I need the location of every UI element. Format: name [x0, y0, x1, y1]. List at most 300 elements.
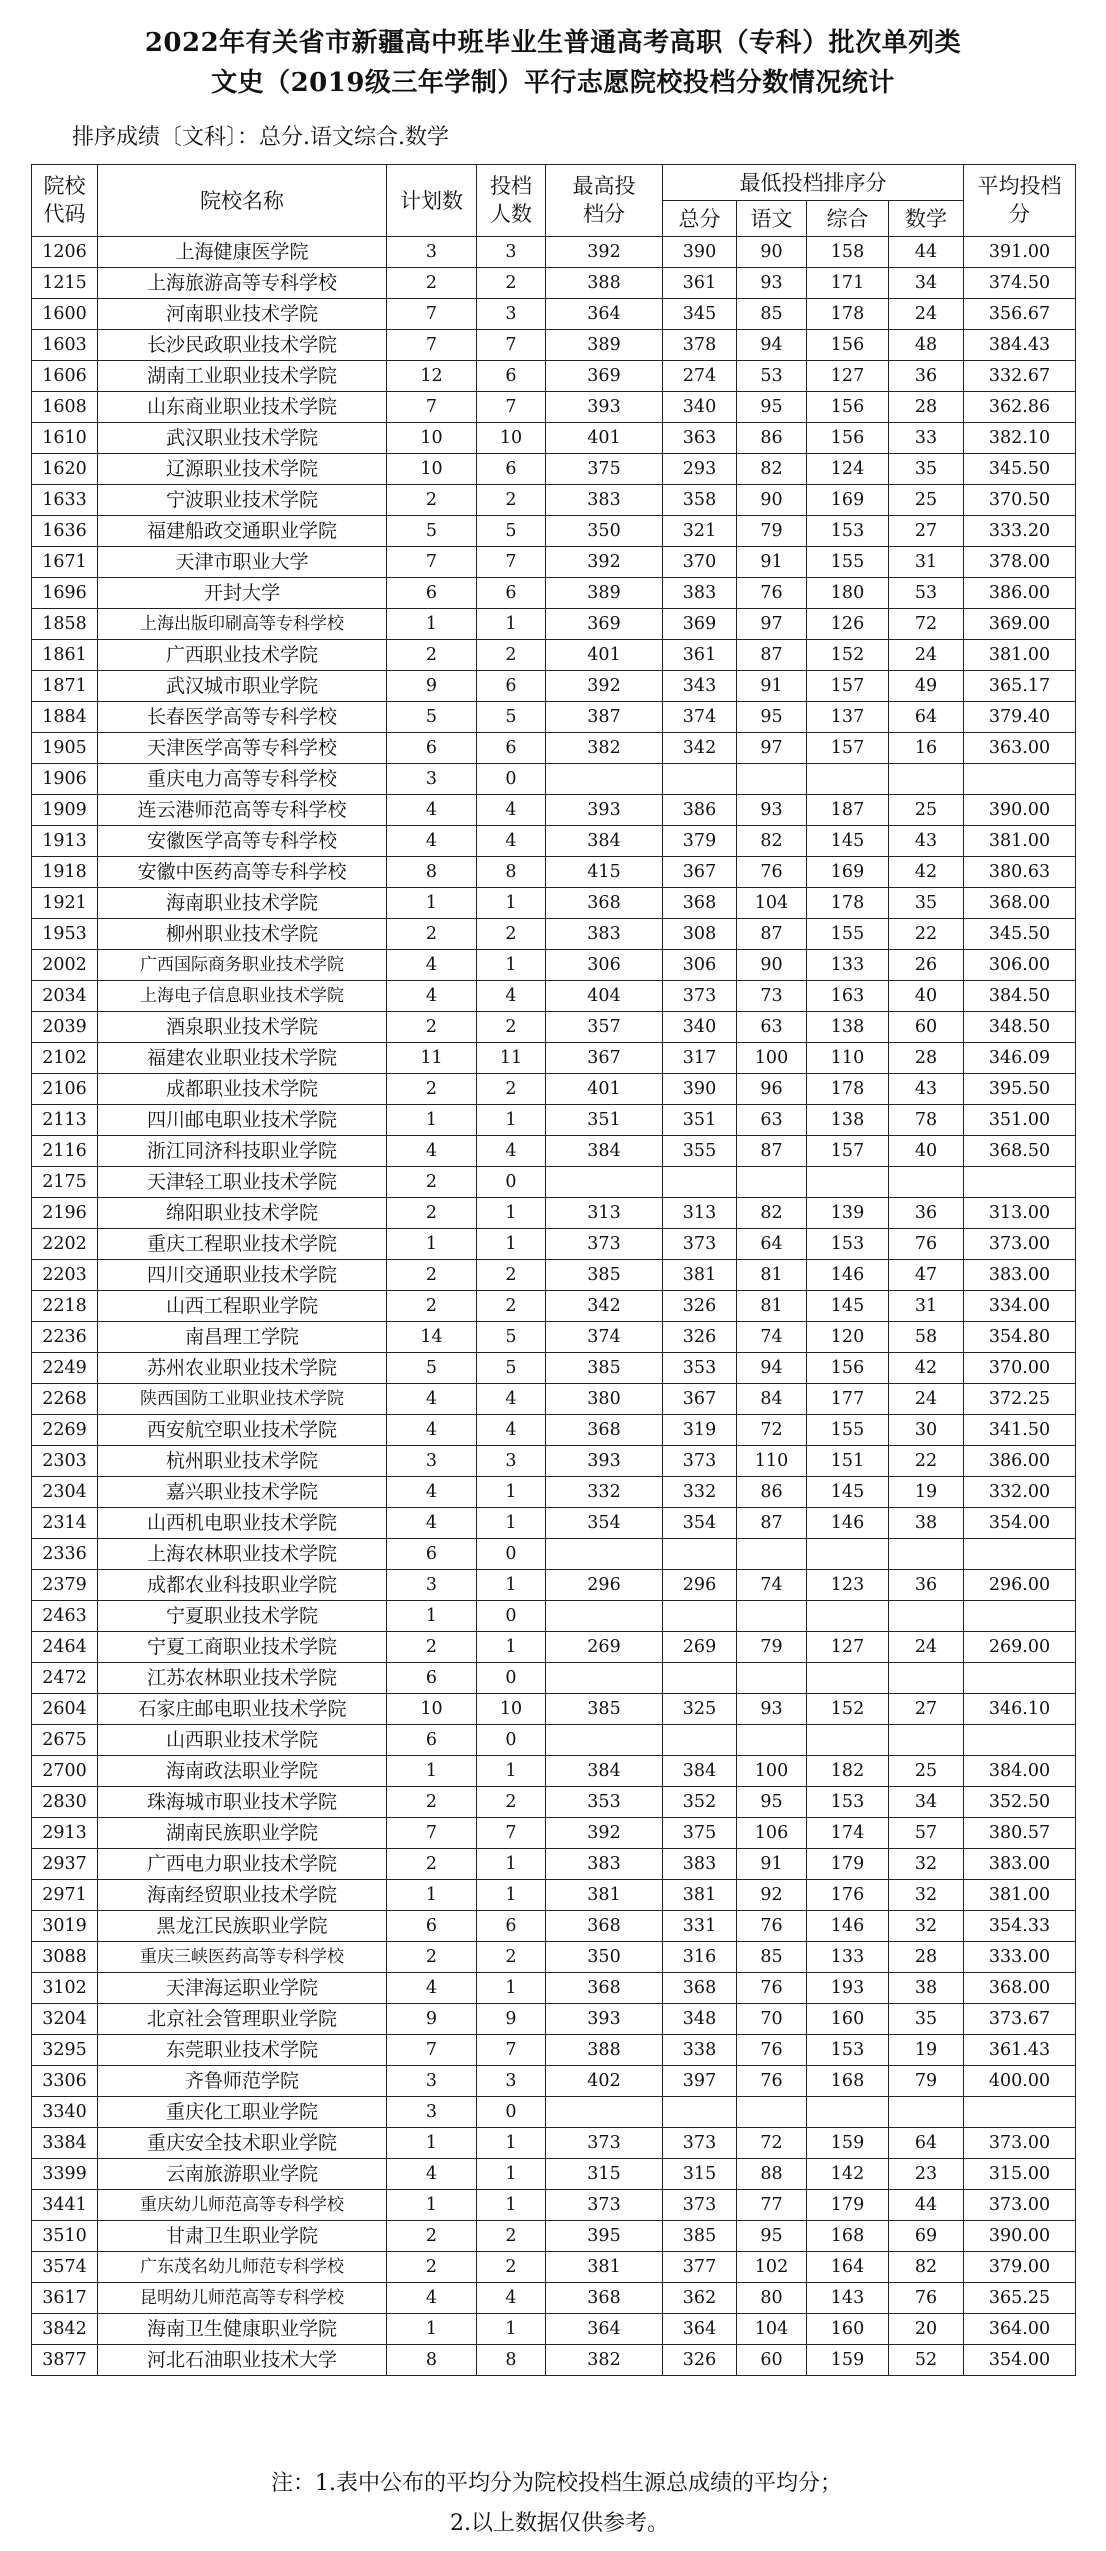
cell-school-name: 云南旅游职业学院: [98, 2159, 387, 2190]
cell-min-chinese: 76: [737, 1911, 807, 1942]
cell-max-score: 402: [546, 2066, 663, 2097]
cell-max-score: 368: [546, 1415, 663, 1446]
cell-plan-count: 2: [387, 1787, 477, 1818]
cell-min-total: 315: [663, 2159, 737, 2190]
table-row: [32, 733, 1076, 764]
cell-avg-score: 345.50: [964, 919, 1076, 950]
cell-avg-score: 373.00: [964, 2190, 1076, 2221]
cell-admitted-count: 2: [477, 2252, 546, 2283]
cell-max-score: 368: [546, 1973, 663, 2004]
cell-school-code: 2463: [32, 1601, 98, 1632]
cell-school-name: 长春医学高等专科学校: [98, 702, 387, 733]
cell-admitted-count: 3: [477, 2066, 546, 2097]
cell-max-score: 384: [546, 1136, 663, 1167]
cell-min-total: 373: [663, 2190, 737, 2221]
table-row: [32, 1074, 1076, 1105]
cell-min-comprehensive: [807, 1167, 889, 1198]
cell-admitted-count: 1: [477, 1105, 546, 1136]
cell-school-name: 长沙民政职业技术学院: [98, 330, 387, 361]
table-row: [32, 1415, 1076, 1446]
cell-admitted-count: 10: [477, 1694, 546, 1725]
cell-min-math: 33: [889, 423, 964, 454]
cell-min-chinese: 85: [737, 299, 807, 330]
cell-min-chinese: 104: [737, 888, 807, 919]
cell-school-name: 安徽医学高等专科学校: [98, 826, 387, 857]
table-row: [32, 1291, 1076, 1322]
cell-min-math: [889, 1725, 964, 1756]
cell-school-name: 山西机电职业技术学院: [98, 1508, 387, 1539]
cell-school-name: 齐鲁师范学院: [98, 2066, 387, 2097]
cell-avg-score: 384.50: [964, 981, 1076, 1012]
cell-avg-score: 334.00: [964, 1291, 1076, 1322]
cell-min-comprehensive: 146: [807, 1911, 889, 1942]
cell-min-total: 384: [663, 1756, 737, 1787]
cell-avg-score: 354.80: [964, 1322, 1076, 1353]
cell-plan-count: 4: [387, 1384, 477, 1415]
cell-min-total: 367: [663, 857, 737, 888]
cell-school-code: 2303: [32, 1446, 98, 1477]
cell-avg-score: 391.00: [964, 237, 1076, 268]
cell-school-code: 3102: [32, 1973, 98, 2004]
cell-min-comprehensive: 152: [807, 640, 889, 671]
cell-plan-count: 10: [387, 454, 477, 485]
cell-admitted-count: 1: [477, 888, 546, 919]
cell-min-chinese: 92: [737, 1880, 807, 1911]
cell-max-score: 388: [546, 268, 663, 299]
cell-plan-count: 6: [387, 1539, 477, 1570]
cell-admitted-count: 1: [477, 609, 546, 640]
cell-max-score: 368: [546, 888, 663, 919]
table-row: [32, 2221, 1076, 2252]
cell-min-math: 31: [889, 547, 964, 578]
cell-school-name: 武汉职业技术学院: [98, 423, 387, 454]
cell-school-name: 苏州农业职业技术学院: [98, 1353, 387, 1384]
cell-school-code: 1921: [32, 888, 98, 919]
page-title-line1: 2022年有关省市新疆高中班毕业生普通高考高职（专科）批次单列类: [144, 28, 962, 58]
cell-school-name: 重庆安全技术职业学院: [98, 2128, 387, 2159]
cell-min-math: 38: [889, 1508, 964, 1539]
cell-school-name: 福建船政交通职业学院: [98, 516, 387, 547]
cell-min-total: [663, 1601, 737, 1632]
cell-min-chinese: 72: [737, 2128, 807, 2159]
cell-school-name: 海南卫生健康职业学院: [98, 2314, 387, 2345]
cell-min-total: 377: [663, 2252, 737, 2283]
cell-school-code: 3306: [32, 2066, 98, 2097]
cell-max-score: 373: [546, 2128, 663, 2159]
cell-min-math: 40: [889, 981, 964, 1012]
cell-min-chinese: 84: [737, 1384, 807, 1415]
cell-min-math: 27: [889, 516, 964, 547]
cell-min-chinese: 93: [737, 795, 807, 826]
cell-plan-count: 7: [387, 547, 477, 578]
cell-avg-score: 378.00: [964, 547, 1076, 578]
cell-plan-count: 1: [387, 609, 477, 640]
cell-school-code: 1906: [32, 764, 98, 795]
cell-school-name: 成都农业科技职业学院: [98, 1570, 387, 1601]
cell-plan-count: 2: [387, 919, 477, 950]
table-row: [32, 547, 1076, 578]
cell-plan-count: 4: [387, 1973, 477, 2004]
cell-admitted-count: 8: [477, 857, 546, 888]
cell-school-code: 2304: [32, 1477, 98, 1508]
cell-school-code: 2336: [32, 1539, 98, 1570]
cell-max-score: 382: [546, 733, 663, 764]
cell-min-math: 64: [889, 2128, 964, 2159]
cell-min-math: 30: [889, 1415, 964, 1446]
cell-min-comprehensive: 182: [807, 1756, 889, 1787]
cell-school-code: 3510: [32, 2221, 98, 2252]
cell-admitted-count: 1: [477, 2190, 546, 2221]
cell-min-total: 319: [663, 1415, 737, 1446]
cell-min-total: 361: [663, 640, 737, 671]
table-row: [32, 2283, 1076, 2314]
cell-min-comprehensive: 180: [807, 578, 889, 609]
cell-min-comprehensive: 163: [807, 981, 889, 1012]
cell-min-total: 358: [663, 485, 737, 516]
cell-admitted-count: 0: [477, 1539, 546, 1570]
table-row: [32, 1229, 1076, 1260]
cell-avg-score: 373.00: [964, 1229, 1076, 1260]
cell-max-score: [546, 1725, 663, 1756]
cell-min-total: 370: [663, 547, 737, 578]
cell-school-name: 重庆三峡医药高等专科学校: [98, 1942, 387, 1973]
cell-min-comprehensive: [807, 1725, 889, 1756]
cell-min-chinese: 91: [737, 1849, 807, 1880]
cell-avg-score: 352.50: [964, 1787, 1076, 1818]
cell-school-name: 四川交通职业技术学院: [98, 1260, 387, 1291]
table-row: [32, 1477, 1076, 1508]
cell-school-name: 宁夏工商职业技术学院: [98, 1632, 387, 1663]
table-row: [32, 2314, 1076, 2345]
cell-avg-score: 382.10: [964, 423, 1076, 454]
cell-admitted-count: 2: [477, 640, 546, 671]
cell-admitted-count: 2: [477, 1260, 546, 1291]
cell-avg-score: 348.50: [964, 1012, 1076, 1043]
cell-min-chinese: [737, 1539, 807, 1570]
cell-min-total: [663, 1167, 737, 1198]
cell-min-comprehensive: 156: [807, 330, 889, 361]
cell-min-total: 353: [663, 1353, 737, 1384]
table-row: [32, 1601, 1076, 1632]
cell-school-code: 2196: [32, 1198, 98, 1229]
cell-school-name: 山东商业职业技术学院: [98, 392, 387, 423]
cell-max-score: 385: [546, 1694, 663, 1725]
cell-min-chinese: 79: [737, 1632, 807, 1663]
table-row: [32, 919, 1076, 950]
cell-admitted-count: 0: [477, 764, 546, 795]
cell-min-comprehensive: 156: [807, 392, 889, 423]
cell-min-math: 76: [889, 2283, 964, 2314]
cell-max-score: 393: [546, 2004, 663, 2035]
cell-min-comprehensive: 169: [807, 485, 889, 516]
cell-plan-count: 2: [387, 1291, 477, 1322]
cell-school-name: 西安航空职业技术学院: [98, 1415, 387, 1446]
cell-school-code: 3617: [32, 2283, 98, 2314]
cell-admitted-count: 4: [477, 1415, 546, 1446]
cell-admitted-count: 1: [477, 1508, 546, 1539]
cell-plan-count: 4: [387, 2159, 477, 2190]
cell-min-chinese: 82: [737, 454, 807, 485]
cell-school-code: 3088: [32, 1942, 98, 1973]
cell-min-math: 34: [889, 268, 964, 299]
cell-school-code: 1905: [32, 733, 98, 764]
cell-school-name: 福建农业职业技术学院: [98, 1043, 387, 1074]
cell-admitted-count: 2: [477, 485, 546, 516]
table-row: [32, 516, 1076, 547]
cell-max-score: 401: [546, 1074, 663, 1105]
cell-max-score: 404: [546, 981, 663, 1012]
cell-min-comprehensive: 142: [807, 2159, 889, 2190]
header-math: 数学: [889, 201, 964, 237]
cell-avg-score: 390.00: [964, 2221, 1076, 2252]
cell-max-score: 401: [546, 423, 663, 454]
cell-school-code: 2102: [32, 1043, 98, 1074]
cell-min-math: 47: [889, 1260, 964, 1291]
cell-admitted-count: 1: [477, 1477, 546, 1508]
cell-avg-score: 384.00: [964, 1756, 1076, 1787]
cell-plan-count: 1: [387, 1229, 477, 1260]
table-row: [32, 578, 1076, 609]
cell-school-name: 海南经贸职业技术学院: [98, 1880, 387, 1911]
cell-school-code: 2039: [32, 1012, 98, 1043]
header-avg-score: [964, 165, 1076, 237]
cell-min-chinese: 76: [737, 578, 807, 609]
cell-school-code: 1606: [32, 361, 98, 392]
cell-min-total: [663, 764, 737, 795]
cell-min-total: 375: [663, 1818, 737, 1849]
cell-min-chinese: 93: [737, 268, 807, 299]
cell-min-math: [889, 1167, 964, 1198]
table-row: [32, 1105, 1076, 1136]
cell-min-comprehensive: 157: [807, 671, 889, 702]
cell-min-chinese: 102: [737, 2252, 807, 2283]
cell-plan-count: 2: [387, 2252, 477, 2283]
cell-plan-count: 7: [387, 1818, 477, 1849]
cell-min-math: 24: [889, 1632, 964, 1663]
cell-min-math: 28: [889, 1043, 964, 1074]
cell-school-code: 1918: [32, 857, 98, 888]
cell-school-name: 嘉兴职业技术学院: [98, 1477, 387, 1508]
cell-school-code: 2034: [32, 981, 98, 1012]
cell-min-comprehensive: 153: [807, 1229, 889, 1260]
cell-min-comprehensive: 153: [807, 516, 889, 547]
cell-school-code: 2379: [32, 1570, 98, 1601]
cell-max-score: [546, 764, 663, 795]
cell-school-name: 天津医学高等专科学校: [98, 733, 387, 764]
cell-school-name: 宁夏职业技术学院: [98, 1601, 387, 1632]
cell-admitted-count: 0: [477, 1167, 546, 1198]
cell-school-name: 武汉城市职业学院: [98, 671, 387, 702]
table-row: [32, 764, 1076, 795]
cell-admitted-count: 2: [477, 1291, 546, 1322]
cell-min-chinese: 110: [737, 1446, 807, 1477]
cell-min-chinese: 86: [737, 423, 807, 454]
cell-min-comprehensive: [807, 764, 889, 795]
cell-max-score: 369: [546, 361, 663, 392]
cell-min-comprehensive: 155: [807, 547, 889, 578]
cell-avg-score: 370.50: [964, 485, 1076, 516]
cell-min-comprehensive: 160: [807, 2314, 889, 2345]
cell-avg-score: 400.00: [964, 2066, 1076, 2097]
cell-max-score: 369: [546, 609, 663, 640]
cell-min-total: 397: [663, 2066, 737, 2097]
cell-admitted-count: 1: [477, 1756, 546, 1787]
cell-admitted-count: 3: [477, 237, 546, 268]
table-row: [32, 1880, 1076, 1911]
cell-avg-score: 386.00: [964, 1446, 1076, 1477]
table-row: [32, 2345, 1076, 2376]
cell-min-chinese: 90: [737, 237, 807, 268]
cell-school-name: 甘肃卫生职业学院: [98, 2221, 387, 2252]
cell-min-comprehensive: 138: [807, 1012, 889, 1043]
cell-avg-score: [964, 2097, 1076, 2128]
cell-avg-score: 354.33: [964, 1911, 1076, 1942]
cell-admitted-count: 7: [477, 330, 546, 361]
cell-admitted-count: 6: [477, 578, 546, 609]
table-row: [32, 981, 1076, 1012]
cell-max-score: 367: [546, 1043, 663, 1074]
header-text: 平均投档分: [977, 174, 1062, 226]
cell-avg-score: 380.63: [964, 857, 1076, 888]
cell-min-chinese: 77: [737, 2190, 807, 2221]
cell-max-score: 392: [546, 547, 663, 578]
table-row: [32, 2252, 1076, 2283]
cell-plan-count: 6: [387, 1725, 477, 1756]
cell-avg-score: 369.00: [964, 609, 1076, 640]
cell-admitted-count: 4: [477, 2283, 546, 2314]
cell-school-code: 2002: [32, 950, 98, 981]
cell-max-score: [546, 2097, 663, 2128]
cell-min-comprehensive: 174: [807, 1818, 889, 1849]
cell-avg-score: 341.50: [964, 1415, 1076, 1446]
cell-min-total: 373: [663, 1446, 737, 1477]
cell-max-score: 342: [546, 1291, 663, 1322]
header-admitted-count: [477, 165, 546, 237]
cell-admitted-count: 1: [477, 1632, 546, 1663]
cell-admitted-count: 6: [477, 361, 546, 392]
cell-admitted-count: 2: [477, 1074, 546, 1105]
cell-max-score: 364: [546, 2314, 663, 2345]
cell-admitted-count: 3: [477, 299, 546, 330]
cell-plan-count: 4: [387, 795, 477, 826]
cell-admitted-count: 1: [477, 1973, 546, 2004]
cell-min-chinese: [737, 1725, 807, 1756]
cell-school-name: 江苏农林职业技术学院: [98, 1663, 387, 1694]
cell-plan-count: 1: [387, 2128, 477, 2159]
cell-min-math: 36: [889, 1198, 964, 1229]
cell-max-score: 306: [546, 950, 663, 981]
header-total: 总分: [663, 201, 737, 237]
cell-plan-count: 3: [387, 1570, 477, 1601]
cell-min-math: 43: [889, 1074, 964, 1105]
cell-min-math: 36: [889, 361, 964, 392]
cell-school-name: 上海农林职业技术学院: [98, 1539, 387, 1570]
table-row: [32, 2128, 1076, 2159]
cell-plan-count: 2: [387, 485, 477, 516]
cell-max-score: 383: [546, 485, 663, 516]
cell-max-score: 364: [546, 299, 663, 330]
cell-max-score: 375: [546, 454, 663, 485]
cell-school-name: 东莞职业技术学院: [98, 2035, 387, 2066]
cell-min-math: 49: [889, 671, 964, 702]
cell-min-total: 325: [663, 1694, 737, 1725]
cell-plan-count: 5: [387, 1353, 477, 1384]
cell-plan-count: 6: [387, 1663, 477, 1694]
cell-min-chinese: [737, 1167, 807, 1198]
cell-min-comprehensive: 145: [807, 1477, 889, 1508]
table-row: [32, 1508, 1076, 1539]
cell-admitted-count: 1: [477, 1198, 546, 1229]
cell-school-code: 2913: [32, 1818, 98, 1849]
cell-school-name: 开封大学: [98, 578, 387, 609]
cell-min-chinese: 90: [737, 485, 807, 516]
cell-school-code: 1909: [32, 795, 98, 826]
cell-plan-count: 2: [387, 1632, 477, 1663]
cell-school-name: 杭州职业技术学院: [98, 1446, 387, 1477]
cell-admitted-count: 2: [477, 2221, 546, 2252]
cell-avg-score: 346.10: [964, 1694, 1076, 1725]
cell-avg-score: 362.86: [964, 392, 1076, 423]
cell-max-score: 296: [546, 1570, 663, 1601]
cell-min-chinese: 91: [737, 547, 807, 578]
cell-min-total: 348: [663, 2004, 737, 2035]
cell-min-comprehensive: 193: [807, 1973, 889, 2004]
cell-school-code: 2116: [32, 1136, 98, 1167]
cell-school-code: 3399: [32, 2159, 98, 2190]
header-school-name: 院校名称: [98, 165, 387, 237]
cell-school-name: 上海健康医学院: [98, 237, 387, 268]
cell-admitted-count: 4: [477, 1384, 546, 1415]
cell-school-code: 3574: [32, 2252, 98, 2283]
cell-avg-score: 363.00: [964, 733, 1076, 764]
cell-admitted-count: 6: [477, 671, 546, 702]
cell-plan-count: 1: [387, 1880, 477, 1911]
cell-max-score: 385: [546, 1353, 663, 1384]
cell-min-total: 373: [663, 1229, 737, 1260]
cell-max-score: 392: [546, 1818, 663, 1849]
cell-min-chinese: 91: [737, 671, 807, 702]
cell-min-math: 20: [889, 2314, 964, 2345]
cell-min-chinese: 97: [737, 609, 807, 640]
cell-min-chinese: 79: [737, 516, 807, 547]
cell-school-code: 1858: [32, 609, 98, 640]
cell-min-comprehensive: 178: [807, 1074, 889, 1105]
cell-school-code: 3019: [32, 1911, 98, 1942]
cell-plan-count: 1: [387, 1756, 477, 1787]
cell-avg-score: 354.00: [964, 1508, 1076, 1539]
cell-min-chinese: 74: [737, 1322, 807, 1353]
cell-min-math: 53: [889, 578, 964, 609]
cell-avg-score: 296.00: [964, 1570, 1076, 1601]
table-row: [32, 237, 1076, 268]
cell-min-math: 44: [889, 2190, 964, 2221]
table-row: [32, 1849, 1076, 1880]
table-row: [32, 361, 1076, 392]
cell-school-name: 重庆工程职业技术学院: [98, 1229, 387, 1260]
cell-school-name: 柳州职业技术学院: [98, 919, 387, 950]
cell-min-comprehensive: 156: [807, 1353, 889, 1384]
cell-plan-count: 2: [387, 1167, 477, 1198]
cell-min-total: 390: [663, 237, 737, 268]
cell-max-score: 380: [546, 1384, 663, 1415]
cell-school-name: 海南政法职业学院: [98, 1756, 387, 1787]
cell-min-chinese: 76: [737, 1973, 807, 2004]
cell-plan-count: 1: [387, 2190, 477, 2221]
cell-admitted-count: 6: [477, 454, 546, 485]
cell-plan-count: 8: [387, 857, 477, 888]
cell-min-math: 57: [889, 1818, 964, 1849]
cell-avg-score: 306.00: [964, 950, 1076, 981]
